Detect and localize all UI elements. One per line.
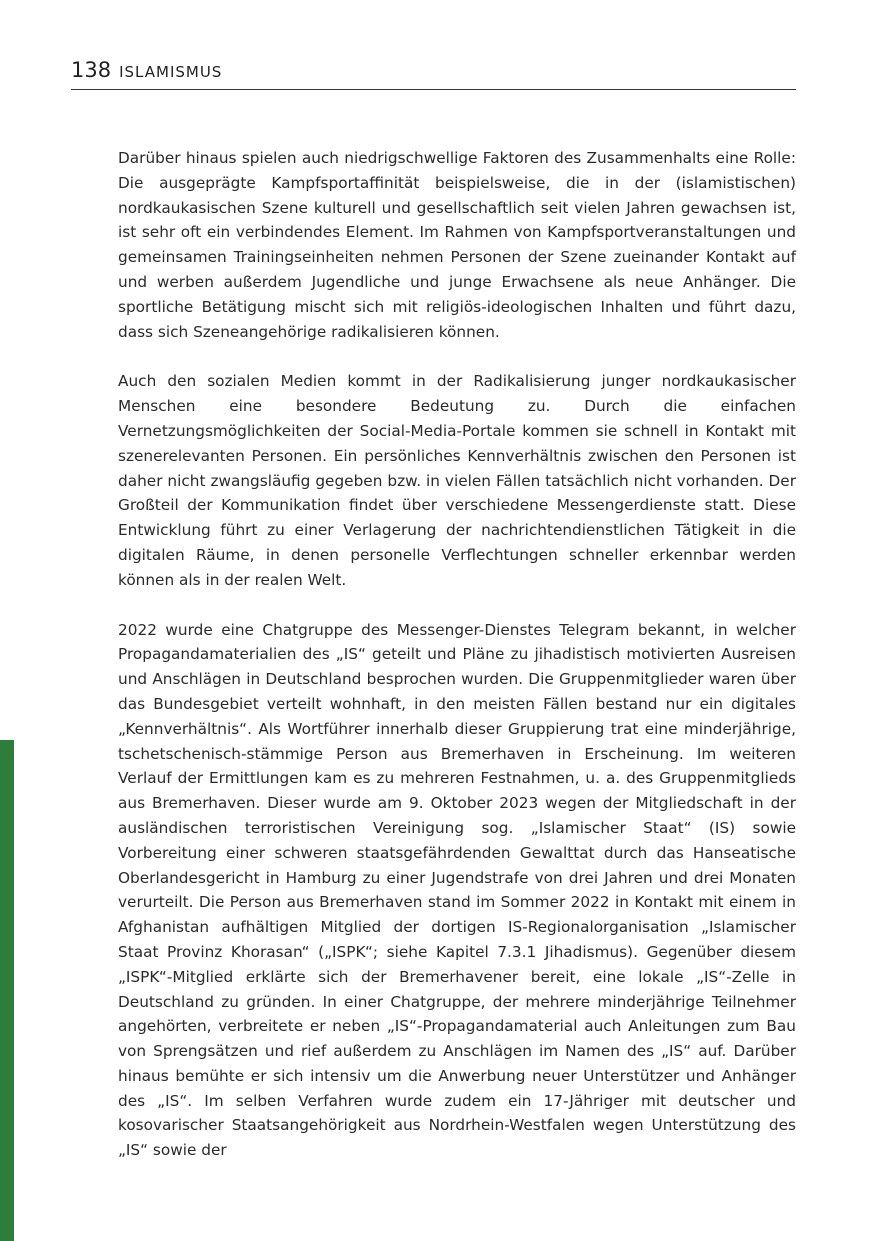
- paragraph: Auch den sozialen Medien kommt in der Radikalisierung junger nordkaukasischer Menschen eine besondere Bedeutung zu. Durch die einfachen Vernetzungsmöglichkeiten der Social-Media-Portale kommen sie schnell in Kontakt mit szenerelevanten Personen. Ein persönliches Kennverhältnis zwischen den Personen ist daher nicht zwangsläufig gegeben bzw. in vielen Fällen tatsächlich nicht vorhanden. Der Großteil der Kommunikation findet über verschiedene Messengerdienste statt. Diese Entwicklung führt zu einer Verlagerung der nachrichtendienstlichen Tätigkeit in die digitalen Räume, in denen personelle Verflechtungen schneller erkennbar werden können als in der realen Welt.: [118, 372, 796, 589]
- chapter-color-bar: [0, 740, 14, 1241]
- running-header: [71, 58, 796, 84]
- page-number: 138: [71, 58, 112, 82]
- paragraph: Darüber hinaus spielen auch niedrigschwellige Faktoren des Zusammenhalts eine Rolle: Die ausgeprägte Kampfsportaffinität beispielsweise, die in der (islamistischen) nordkaukasischen Szene kulturell und gesellschaftlich seit vielen Jahren gewachsen ist, ist sehr oft ein verbindendes Element. Im Rahmen von Kampfsportveranstaltungen und gemeinsamen Trainingseinheiten nehmen Personen der Szene zueinander Kontakt auf und werben außerdem Jugendliche und junge Erwachsene als neue Anhänger. Die sportliche Betätigung mischt sich mit religiös-ideologischen Inhalten und führt dazu, dass sich Szeneangehörige radikalisieren können.: [118, 149, 796, 341]
- section-title: ISLAMISMUS: [119, 63, 223, 81]
- header-rule: [71, 89, 796, 90]
- body-text: [118, 146, 796, 1188]
- paragraph: 2022 wurde eine Chatgruppe des Messenger-Dienstes Telegram bekannt, in welcher Propagandamaterialien des „IS“ geteilt und Pläne zu jihadistisch motivierten Ausreisen und Anschlägen in Deutschland besprochen wurden. Die Gruppenmitglieder waren über das Bundesgebiet verteilt wohnhaft, in den meisten Fällen bestand nur ein digitales „Kennverhältnis“. Als Wortführer innerhalb dieser Gruppierung trat eine minderjährige, tschetschenisch-stämmige Person aus Bremerhaven in Erscheinung. Im weiteren Verlauf der Ermittlungen kam es zu mehreren Festnahmen, u. a. des Gruppenmitglieds aus Bremerhaven. Dieser wurde am 9. Oktober 2023 wegen der Mitgliedschaft in der ausländischen terroristischen Vereinigung sog. „Islamischer Staat“ (IS) sowie Vorbereitung einer schweren staatsgefährdenden Gewalttat durch das Hanseatische Oberlandesgericht in Hamburg zu einer Jugendstrafe von drei Jahren und drei Monaten verurteilt. Die Person aus Bremerhaven stand im Sommer 2022 in Kontakt mit einem in Afghanistan aufhältigen Mitglied der dortigen IS-Regionalorganisation „Islamischer Staat Provinz Khorasan“ („ISPK“; siehe Kapitel 7.3.1 Jihadismus). Gegenüber diesem „ISPK“-Mitglied erklärte sich der Bremerhavener bereit, eine lokale „IS“-Zelle in Deutschland zu gründen. In einer Chatgruppe, der mehrere minderjährige Teilnehmer angehörten, verbreitete er neben „IS“-Propagandamaterial auch Anleitungen zum Bau von Sprengsätzen und rief außerdem zu Anschlägen im Namen des „IS“ auf. Darüber hinaus bemühte er sich intensiv um die Anwerbung neuer Unterstützer und Anhänger des „IS“. Im selben Verfahren wurde zudem ein 17-Jähriger mit deutscher und kosovarischer Staatsangehörigkeit aus Nordrhein-Westfalen wegen Unterstützung des „IS“ sowie der: [118, 620, 796, 1160]
